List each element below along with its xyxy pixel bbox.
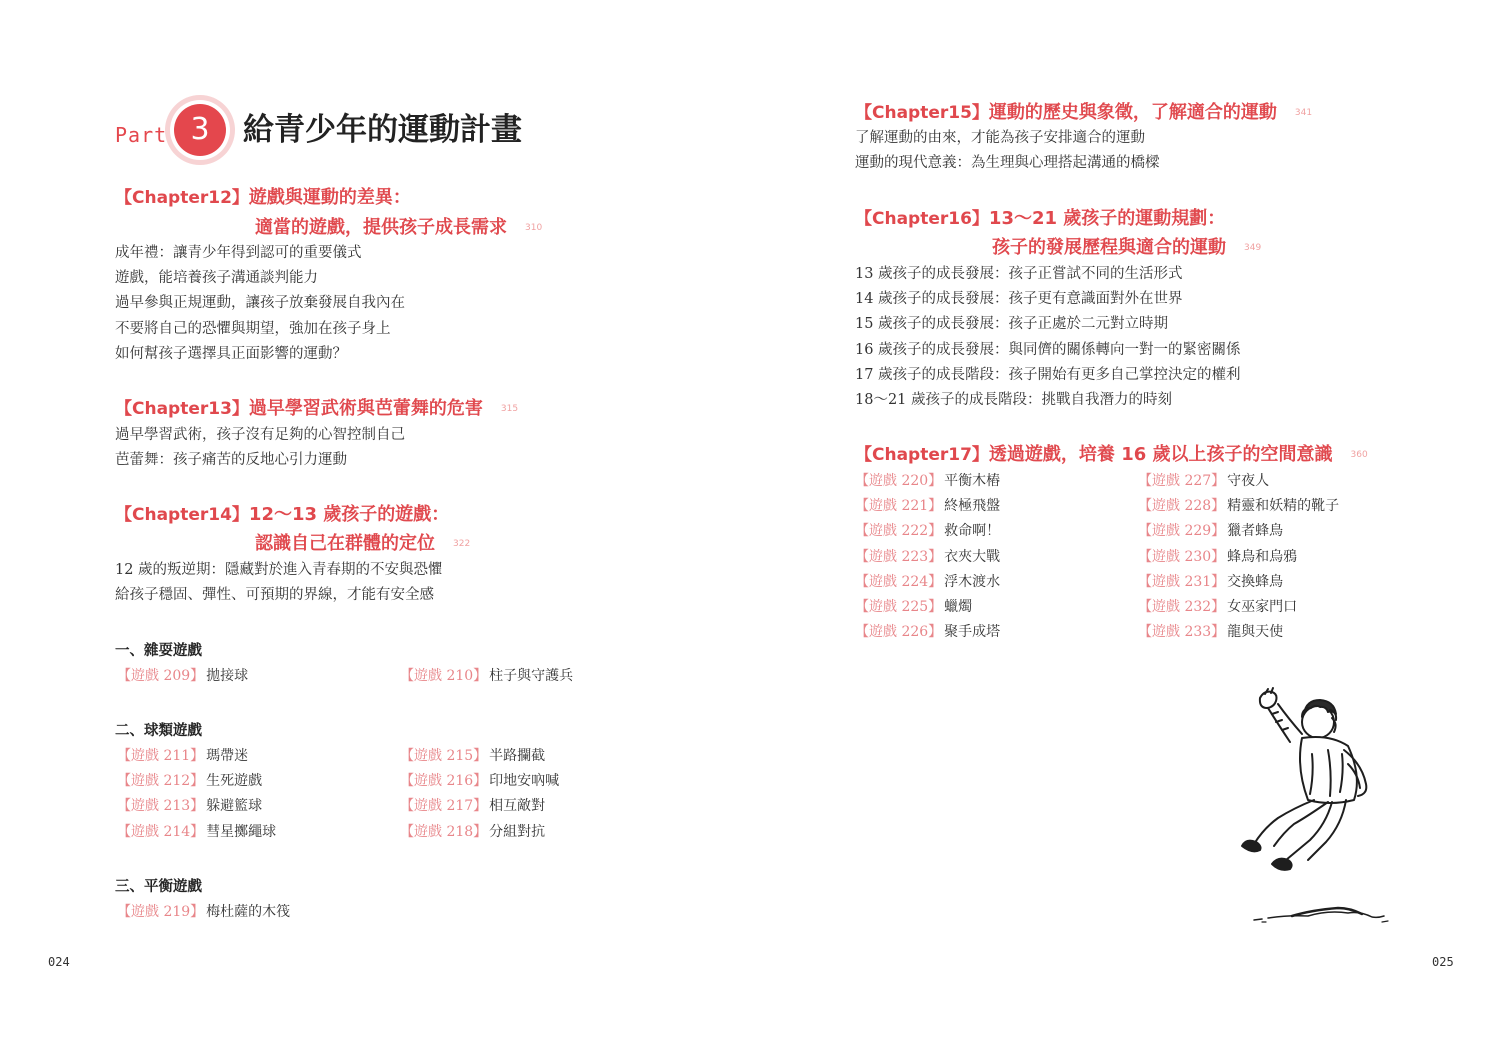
chapter-page-ref: 322 [453, 539, 471, 549]
game-name: 交換蜂鳥 [1227, 573, 1284, 590]
game-entry [117, 820, 276, 845]
chapter-tag: 【Chapter12】 [115, 188, 249, 208]
game-column [855, 469, 1000, 645]
game-entry [1138, 545, 1339, 570]
game-name: 平衡木樁 [944, 473, 1001, 489]
page-number-right: 025 [1432, 955, 1454, 969]
chapter-tag: 【Chapter15】 [855, 103, 989, 123]
chapter-page-ref: 310 [525, 223, 543, 233]
game-entry [1138, 620, 1339, 645]
game-name: 女巫家門口 [1227, 599, 1298, 616]
list-item: 14 歲孩子的成長發展：孩子更有意識面對外在世界 [855, 291, 1183, 308]
game-entry [117, 769, 276, 794]
chapter-tag: 【Chapter13】 [115, 399, 249, 419]
game-entry [1138, 519, 1339, 544]
game-number: 【遊戲 216】 [400, 773, 488, 790]
list-item: 遊戲，能培養孩子溝通談判能力 [115, 270, 318, 287]
game-entry [400, 769, 559, 794]
game-number: 【遊戲 221】 [855, 498, 943, 515]
chapter-page-ref: 349 [1244, 243, 1262, 253]
chapter-12-subtitle [255, 215, 542, 241]
chapter-title: 適當的遊戲，提供孩子成長需求 [255, 217, 507, 238]
game-number: 【遊戲 217】 [400, 798, 488, 815]
game-entry [400, 664, 573, 689]
game-number: 【遊戲 213】 [117, 798, 205, 815]
list-item: 13 歲孩子的成長發展：孩子正嘗試不同的生活形式 [855, 266, 1183, 282]
game-entry [1138, 469, 1339, 494]
chapter-16-heading [855, 206, 1225, 232]
chapter-title: 過早學習武術與芭蕾舞的危害 [248, 398, 483, 419]
list-item: 芭蕾舞：孩子痛苦的反地心引力運動 [115, 452, 347, 469]
game-entry [117, 794, 276, 819]
game-group-heading: 二、球類遊戲 [115, 722, 202, 739]
game-number: 【遊戲 226】 [855, 624, 943, 641]
game-name: 衣夾大戰 [944, 548, 1001, 565]
game-name: 彗星擲繩球 [206, 823, 277, 840]
game-name: 聚手成塔 [944, 624, 1001, 641]
game-column [117, 664, 248, 689]
game-name: 救命啊！ [944, 523, 1001, 540]
game-group-heading: 一、雜耍遊戲 [115, 642, 202, 659]
list-item: 12 歲的叛逆期：隱藏對於進入青春期的不安與恐懼 [115, 562, 443, 578]
game-entry [855, 620, 1000, 645]
chapter-15-heading [855, 100, 1312, 126]
list-item: 16 歲孩子的成長發展：與同儕的關係轉向一對一的緊密關係 [855, 341, 1241, 358]
list-item: 成年禮：讓青少年得到認可的重要儀式 [115, 245, 362, 261]
game-entry [117, 664, 248, 689]
list-item: 過早參與正規運動，讓孩子放棄發展自我內在 [115, 295, 405, 312]
chapter-14-heading [115, 502, 449, 528]
game-number: 【遊戲 214】 [117, 823, 205, 840]
chapter-12-heading [115, 185, 411, 211]
game-entry [400, 794, 559, 819]
game-number: 【遊戲 232】 [1138, 599, 1226, 616]
chapter-page-ref: 315 [500, 404, 519, 414]
game-entry [117, 744, 276, 769]
game-number: 【遊戲 219】 [117, 904, 205, 920]
chapter-14-subtitle [255, 531, 470, 557]
game-entry [855, 570, 1000, 595]
game-name: 躲避籃球 [206, 798, 263, 815]
chapter-13-heading [115, 396, 518, 422]
game-name: 分組對抗 [489, 823, 546, 840]
chapter-tag: 【Chapter17】 [855, 445, 989, 465]
game-entry [400, 744, 559, 769]
page-number-left: 024 [48, 955, 70, 969]
game-number: 【遊戲 223】 [855, 548, 943, 565]
game-name: 印地安吶喊 [489, 773, 560, 790]
chapter-15-items [855, 126, 1160, 176]
game-name: 精靈和妖精的靴子 [1227, 498, 1340, 515]
chapter-tag: 【Chapter16】 [855, 209, 989, 229]
chapter-16-items [855, 262, 1241, 413]
game-number: 【遊戲 218】 [400, 823, 488, 840]
list-item: 如何幫孩子選擇具正面影響的運動？ [115, 345, 347, 362]
list-item: 過早學習武術，孩子沒有足夠的心智控制自己 [115, 427, 405, 443]
game-number: 【遊戲 222】 [855, 523, 943, 540]
chapter-17-heading [855, 442, 1368, 468]
chapter-title: 13～21 歲孩子的運動規劃： [988, 208, 1226, 229]
game-name: 半路攔截 [489, 748, 546, 764]
game-name: 浮木渡水 [944, 573, 1001, 590]
game-name: 龍與天使 [1227, 624, 1284, 641]
game-entry [855, 595, 1000, 620]
chapter-tag: 【Chapter14】 [115, 505, 249, 525]
game-name: 終極飛盤 [944, 498, 1001, 515]
game-number: 【遊戲 224】 [855, 573, 943, 590]
game-entry [117, 900, 290, 925]
game-column [1138, 469, 1339, 645]
game-column [117, 900, 290, 925]
list-item: 15 歲孩子的成長發展：孩子正處於二元對立時期 [855, 316, 1169, 333]
game-name: 梅杜薩的木筏 [206, 904, 291, 920]
list-item: 了解運動的由來，才能為孩子安排適合的運動 [855, 130, 1145, 146]
game-entry [855, 519, 1000, 544]
chapter-title: 12～13 歲孩子的遊戲： [248, 504, 450, 525]
list-item: 運動的現代意義：為生理與心理搭起溝通的橋樑 [855, 155, 1160, 172]
game-number: 【遊戲 233】 [1138, 624, 1226, 641]
game-name: 獵者蜂鳥 [1227, 523, 1284, 540]
chapter-13-items [115, 423, 405, 473]
game-entry [855, 469, 1000, 494]
game-column [117, 744, 276, 845]
game-name: 柱子與守護兵 [489, 668, 574, 684]
game-name: 守夜人 [1227, 473, 1270, 489]
chapter-16-subtitle [992, 235, 1261, 261]
game-number: 【遊戲 230】 [1138, 548, 1226, 565]
game-number: 【遊戲 229】 [1138, 523, 1226, 540]
game-number: 【遊戲 212】 [117, 773, 205, 790]
game-column [400, 664, 573, 689]
part-title: 給青少年的運動計畫 [243, 112, 522, 148]
game-number: 【遊戲 211】 [117, 748, 205, 764]
game-entry [1138, 595, 1339, 620]
part-number-badge: 3 [174, 104, 226, 156]
game-name: 蜂鳥和烏鴉 [1227, 548, 1298, 565]
game-entry [1138, 570, 1339, 595]
jumping-child-icon [1232, 684, 1397, 934]
chapter-title: 透過遊戲，培養 16 歲以上孩子的空間意識 [988, 444, 1333, 465]
game-number: 【遊戲 210】 [400, 668, 488, 684]
game-name: 蠟燭 [944, 599, 973, 616]
game-entry [1138, 494, 1339, 519]
game-number: 【遊戲 227】 [1138, 473, 1226, 489]
chapter-page-ref: 341 [1294, 108, 1313, 118]
chapter-title: 孩子的發展歷程與適合的運動 [992, 237, 1226, 258]
game-column [400, 744, 559, 845]
game-number: 【遊戲 225】 [855, 599, 943, 616]
list-item: 18～21 歲孩子的成長階段：挑戰自我潛力的時刻 [855, 392, 1173, 409]
game-entry [855, 494, 1000, 519]
game-name: 相互敵對 [489, 798, 546, 815]
list-item: 不要將自己的恐懼與期望，強加在孩子身上 [115, 320, 391, 337]
game-entry [855, 545, 1000, 570]
game-name: 瑪帶迷 [206, 748, 249, 764]
part-label: Part [115, 123, 168, 147]
chapter-12-items [115, 241, 405, 367]
game-number: 【遊戲 220】 [855, 473, 943, 489]
game-number: 【遊戲 231】 [1138, 573, 1226, 590]
game-name: 生死遊戲 [206, 773, 263, 790]
chapter-title: 認識自己在群體的定位 [255, 533, 435, 554]
game-number: 【遊戲 209】 [117, 668, 205, 684]
game-entry [400, 820, 559, 845]
chapter-title: 遊戲與運動的差異： [248, 187, 411, 208]
game-name: 拋接球 [206, 668, 249, 684]
list-item: 17 歲孩子的成長階段：孩子開始有更多自己掌控決定的權利 [855, 366, 1241, 383]
chapter-14-items [115, 558, 443, 608]
game-group-heading: 三、平衡遊戲 [115, 878, 202, 895]
chapter-page-ref: 360 [1350, 450, 1368, 460]
list-item: 給孩子穩固、彈性、可預期的界線，才能有安全感 [115, 587, 434, 604]
game-number: 【遊戲 215】 [400, 748, 488, 764]
game-number: 【遊戲 228】 [1138, 498, 1226, 515]
chapter-title: 運動的歷史與象徵，了解適合的運動 [988, 102, 1277, 123]
